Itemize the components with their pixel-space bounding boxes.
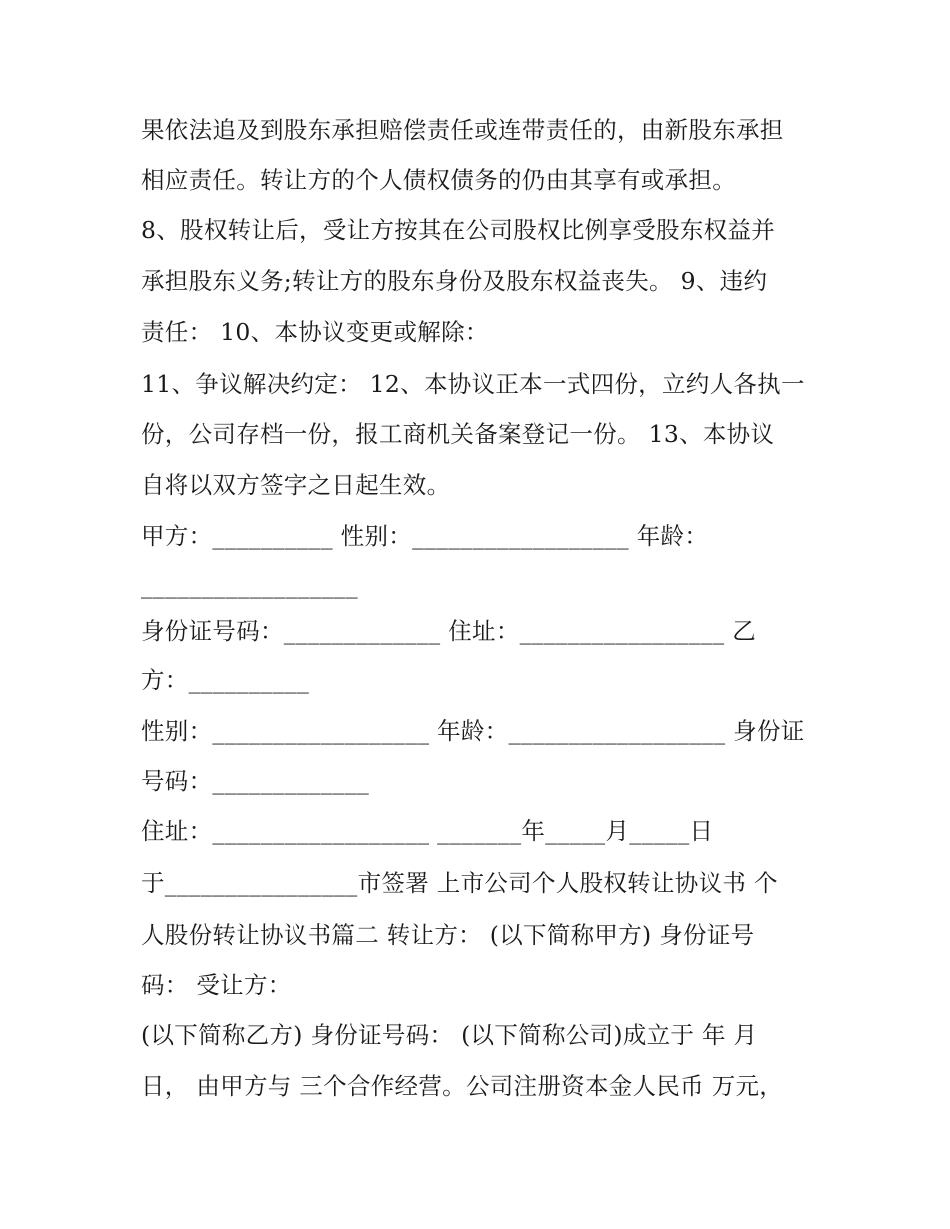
id-address-line: 身份证号码：_____________ 住址：_________________ 乙 bbox=[141, 617, 757, 645]
id-number-line: 号码：_____________ bbox=[141, 767, 370, 795]
text-line: 果依法追及到股东承担赔偿责任或连带责任的，由新股东承担 bbox=[141, 116, 784, 144]
text-line: 相应责任。转让方的个人债权债务的仍由其享有或承担。 bbox=[141, 166, 736, 194]
party-b-line: 方：__________ bbox=[141, 666, 310, 694]
text-line: 11、争议解决约定： 12、本协议正本一式四份，立约人各执一 bbox=[141, 370, 805, 398]
text-line: 自将以双方签字之日起生效。 bbox=[141, 471, 451, 499]
blank-line: __________________ bbox=[141, 571, 358, 599]
text-line: 责任： 10、本协议变更或解除： bbox=[141, 318, 489, 346]
address-date-line: 住址：__________________ _______年_____月_____日 bbox=[141, 817, 714, 845]
text-line: 8、股权转让后，受让方按其在公司股权比例享受股东权益并 bbox=[141, 216, 776, 244]
text-line: (以下简称乙方) 身份证号码： (以下简称公司)成立于 年 月 bbox=[141, 1021, 758, 1049]
text-line: 于________________市签署 上市公司个人股权转让协议书 个 bbox=[141, 869, 778, 897]
text-line: 日， 由甲方与 三个合作经营。公司注册资本金人民币 万元， bbox=[141, 1072, 784, 1100]
gender-age-line: 性别：__________________ 年龄：__________________ 身份证 bbox=[141, 717, 805, 745]
text-line: 承担股东义务;转让方的股东身份及股东权益丧失。 9、违约 bbox=[141, 267, 768, 295]
text-line: 份，公司存档一份，报工商机关备案登记一份。 13、本协议 bbox=[141, 420, 775, 448]
text-line: 码： 受让方： bbox=[141, 971, 292, 999]
text-line: 人股份转让协议书篇二 转让方： (以下简称甲方) 身份证号 bbox=[141, 921, 755, 949]
party-a-line: 甲方：__________ 性别：__________________ 年龄： bbox=[141, 522, 709, 550]
